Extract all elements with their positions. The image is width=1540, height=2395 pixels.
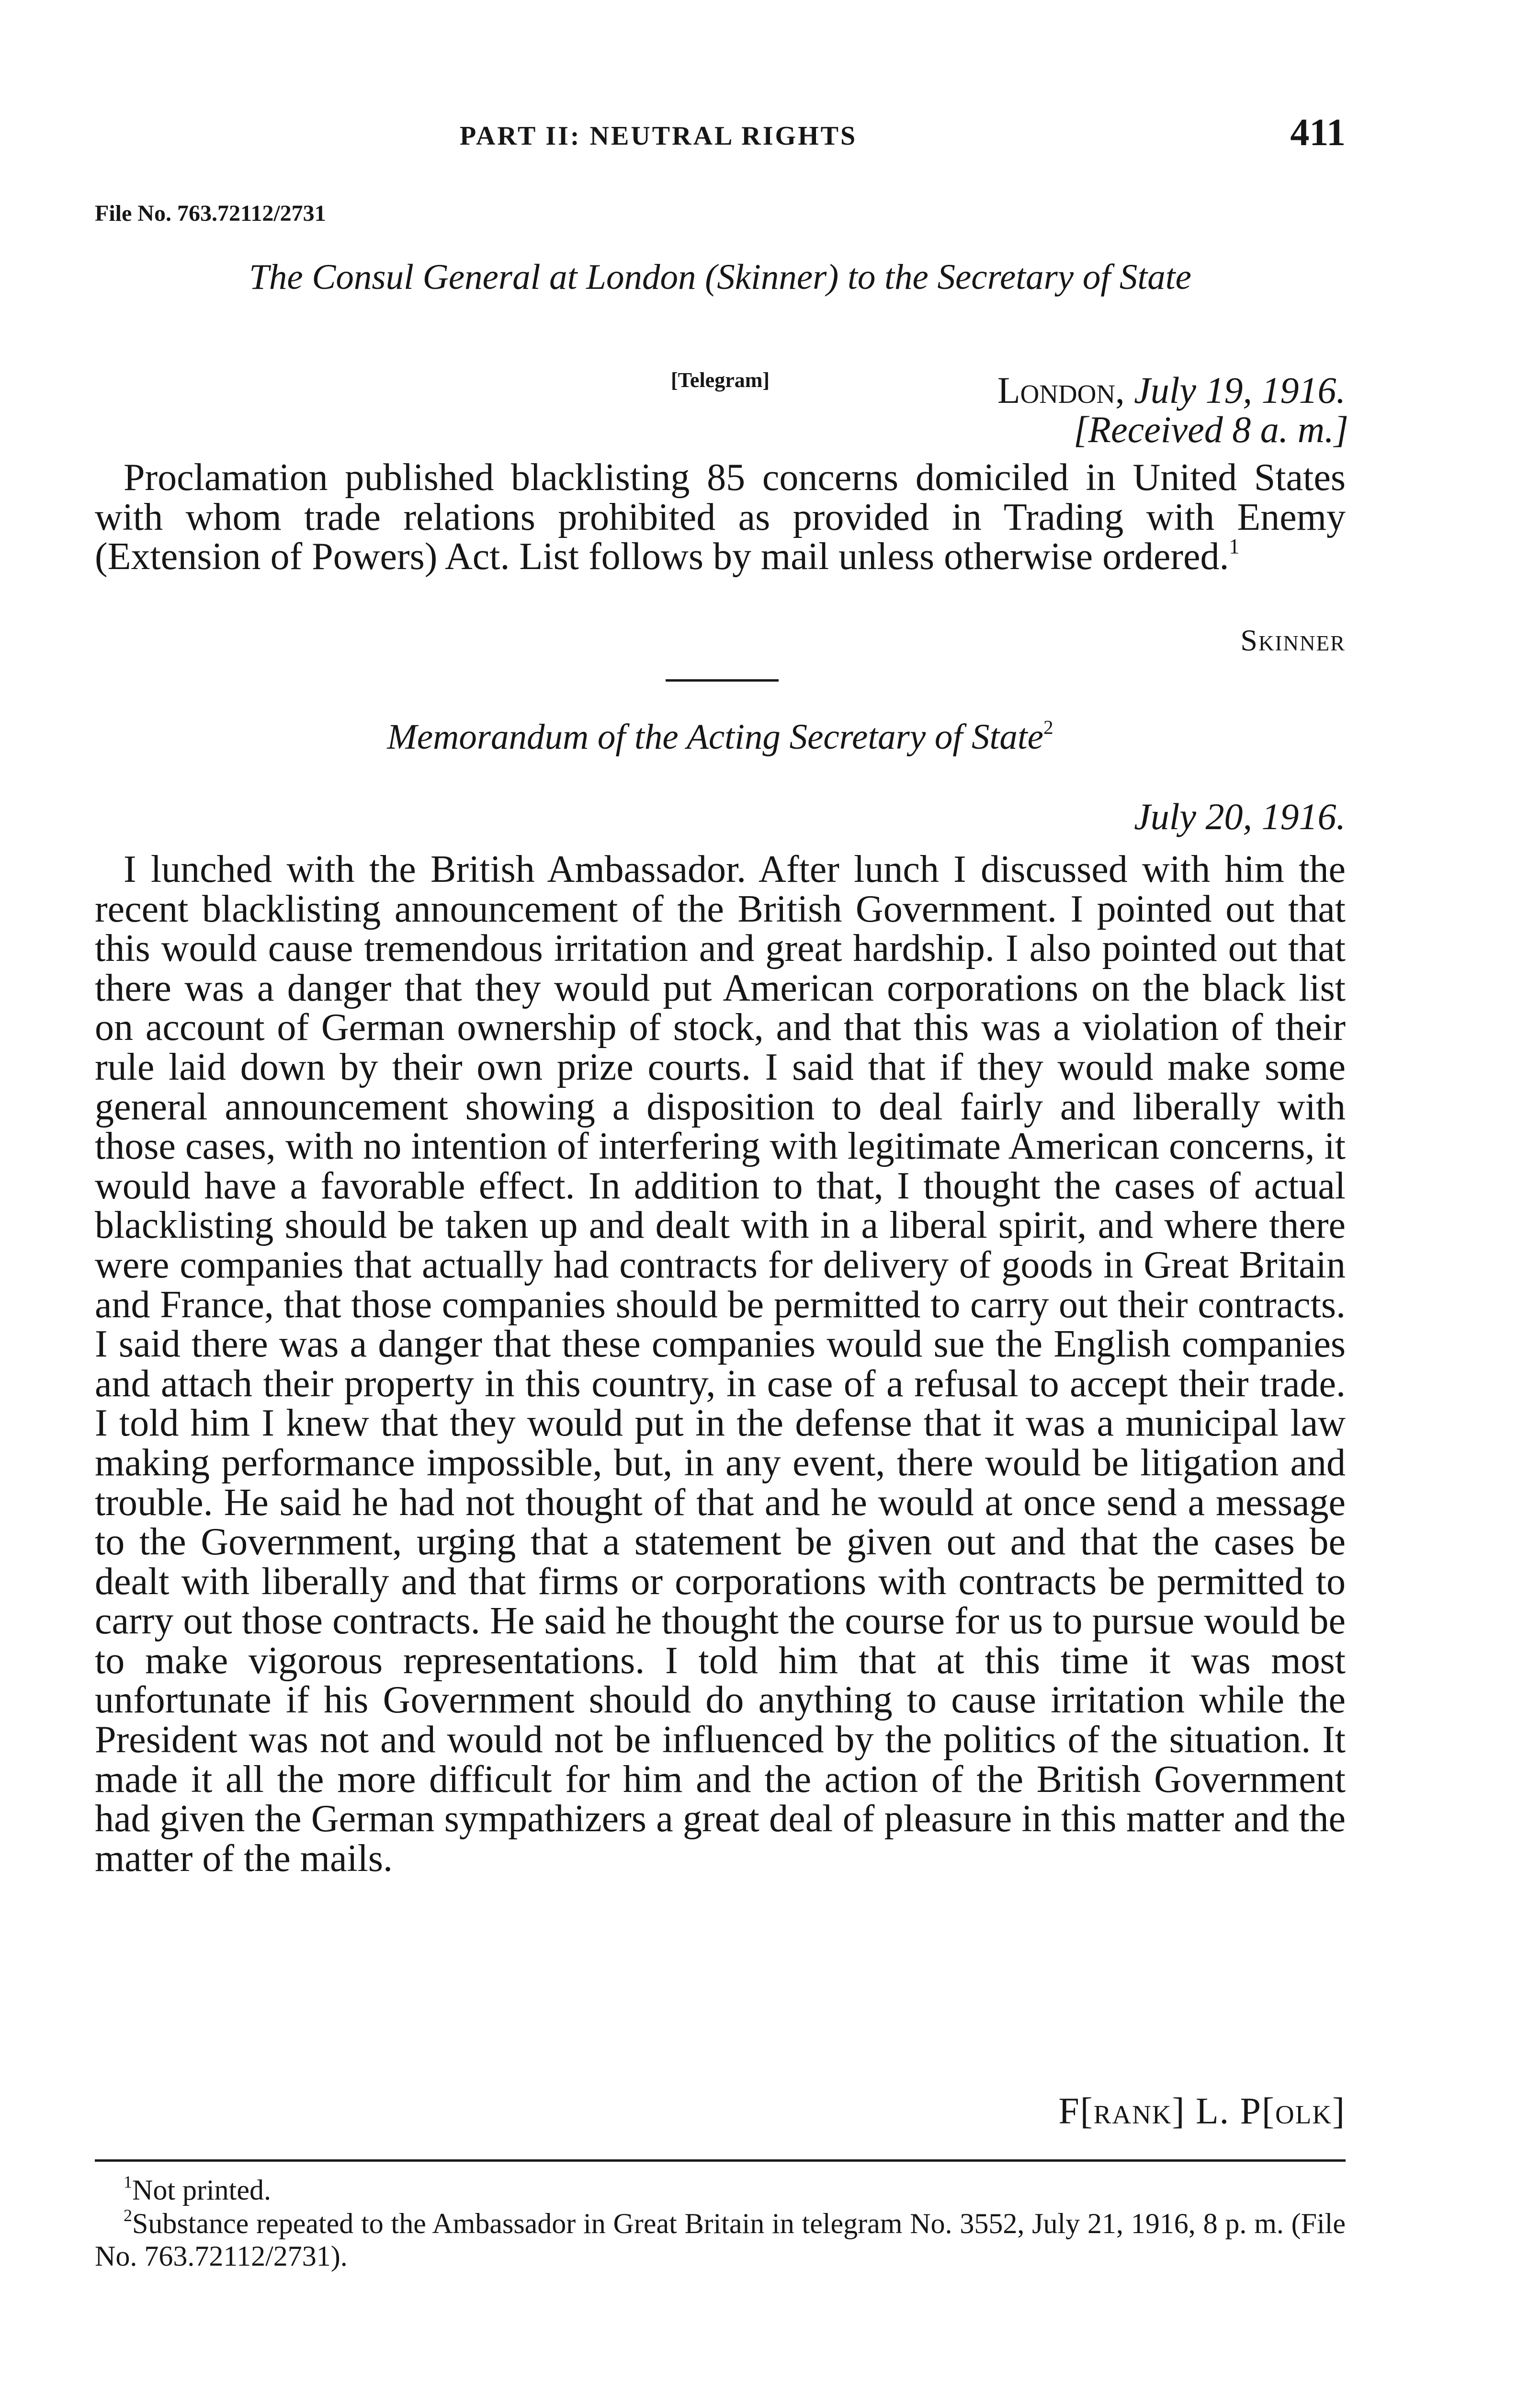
memorandum-signature: F[rank] L. P[olk] bbox=[1058, 2090, 1346, 2132]
telegram-signature: Skinner bbox=[1240, 623, 1346, 657]
footnote-text: Substance repeated to the Ambassador in Great Britain in telegram No. 3552, July 21, 1916, 8 p. m. (File No. 763.72112/2731). bbox=[95, 2208, 1346, 2272]
document-type-label: [Telegram] bbox=[670, 368, 770, 392]
memorandum-heading bbox=[95, 717, 1346, 758]
dateline-date: July 19, 1916. bbox=[1134, 369, 1346, 411]
section-divider bbox=[666, 679, 779, 682]
dateline-place: London, bbox=[997, 369, 1125, 411]
footnote-ref-1: 1 bbox=[1229, 535, 1240, 559]
telegram-body-text: Proclamation published blacklisting 85 concerns domiciled in United States with whom trade relations prohibited as provided in Trading with Enemy (Extension of Powers) Act. List follows by mail unless otherwise ordered. bbox=[95, 456, 1346, 578]
telegram-body bbox=[95, 458, 1346, 577]
memorandum-body: I lunched with the British Ambassador. After lunch I discussed with him the recent blacklisting announcement of the British Government. I pointed out that this would cause tremendous irritation and great hardship. I also pointed out that there was a danger that they would put American corporations on the black list on account of German ownership of stock, and that this was a violation of their rule laid down by their own prize courts. I said that if they would make some general announcement showing a disposition to deal fairly and liberally with those cases, with no intention of interfering with legitimate American concerns, it would have a favorable effect. In addition to that, I thought the cases of actual blacklisting should be taken up and dealt with in a liberal spirit, and where there were companies that actually had contracts for delivery of goods in Great Britain and France, that those companies should be permitted to carry out their contracts. I said there was a danger that these companies would sue the English companies and attach their property in this country, in case of a refusal to accept their trade. I told him I knew that they would put in the defense that it was a municipal law making performance impossible, but, in any event, there would be litigation and trouble. He said he had not thought of that and he would at once send a message to the Government, urging that a statement be given out and that the cases be dealt with liberally and that firms or corporations with contracts be permitted to carry out those contracts. He said he thought the course for us to pursue would be to make vigorous representations. I told him that at this time it was most unfortunate if his Government should do anything to cause irritation while the President was not and would not be influenced by the politics of the situation. It made it all the more difficult for him and the action of the British Government had given the German sympathizers a great deal of pleasure in this matter and the matter of the mails. bbox=[95, 848, 1346, 1880]
received-note: [Received 8 a. m.] bbox=[1074, 409, 1348, 450]
footnote-divider bbox=[95, 2159, 1346, 2162]
footnote-marker: 1 bbox=[124, 2172, 132, 2191]
footnote-1 bbox=[95, 2174, 1346, 2206]
footnote-text: Not printed. bbox=[132, 2174, 271, 2206]
telegram-heading: The Consul General at London (Skinner) to the Secretary of State bbox=[249, 257, 1191, 297]
telegram-dateline bbox=[997, 369, 1346, 412]
memorandum-heading-text: Memorandum of the Acting Secretary of State bbox=[387, 717, 1043, 757]
memorandum-date: July 20, 1916. bbox=[1134, 796, 1346, 837]
footnote-2 bbox=[95, 2207, 1346, 2272]
footnote-ref-2: 2 bbox=[1043, 716, 1053, 739]
file-number: File No. 763.72112/2731 bbox=[95, 201, 326, 226]
footnote-marker: 2 bbox=[124, 2205, 132, 2225]
page-number: 411 bbox=[1290, 112, 1346, 154]
running-head: PART II: NEUTRAL RIGHTS bbox=[460, 121, 858, 151]
